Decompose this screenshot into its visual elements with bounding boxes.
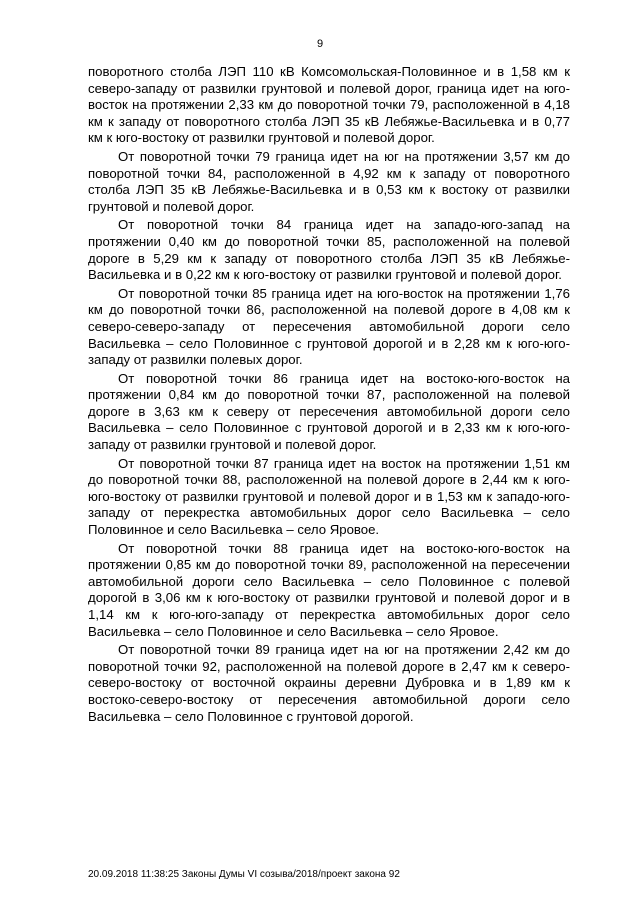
paragraph-7: От поворотной точки 88 граница идет на востоко-юго-восток на протяжении 0,85 км до поворотной точки 89, расположенной на пересечении автомобильной дороги село Васильевка – село Половинное с полевой дорогой в 3,06 км к юго-востоку от развилки грунтовой и полевой дорог и в 1,14 км к юго-юго-западу от перекрестка автомобильных дорог село Васильевка – село Половинное и село Васильевка – село Яровое. bbox=[88, 540, 570, 639]
paragraph-8: От поворотной точки 89 граница идет на юг на протяжении 2,42 км до поворотной точки 92, расположенной на полевой дороге в 2,47 км к северо-северо-востоку от восточной окраины деревни Дубровка и в 1,89 км к востоко-северо-востоку от пересечения автомобильной дороги село Васильевка – село Половинное с грунтовой дорогой. bbox=[88, 642, 570, 724]
paragraph-5: От поворотной точки 86 граница идет на востоко-юго-восток на протяжении 0,84 км до поворотной точки 87, расположенной на полевой дороге в 3,63 км к северу от пересечения автомобильной дороги село Васильевка – село Половинное с грунтовой дорогой и в 2,33 км к юго-юго-западу от развилки грунтовой и полевой дорог. bbox=[88, 370, 570, 453]
paragraph-3: От поворотной точки 84 граница идет на западо-юго-запад на протяжении 0,40 км до поворотной точки 85, расположенной на полевой дороге в 5,29 км к западу от поворотного столба ЛЭП 35 кВ Лебяжье-Васильевка и в 0,22 км к юго-востоку от развилки грунтовой и полевой дорог. bbox=[88, 217, 570, 283]
paragraph-1: поворотного столба ЛЭП 110 кВ Комсомольская-Половинное и в 1,58 км к северо-западу от развилки грунтовой и полевой дорог, граница идет на юго-восток на протяжении 2,33 км до поворотной точки 79, расположенной в 4,18 км к западу от поворотного столба ЛЭП 35 кВ Лебяжье-Васильевка и в 0,77 км к юго-востоку от развилки грунтовой и полевой дорог. bbox=[88, 64, 570, 146]
paragraph-6: От поворотной точки 87 граница идет на восток на протяжении 1,51 км до поворотной точки 88, расположенной на полевой дороге в 2,44 км к юго-юго-востоку от развилки грунтовой и полевой дорог и в 1,53 км к западо-юго-западу от перекрестка автомобильных дорог село Васильевка – село Половинное и село Васильевка – село Яровое. bbox=[88, 455, 570, 538]
document-footer: 20.09.2018 11:38:25 Законы Думы VI созыва/2018/проект закона 92 bbox=[88, 869, 400, 880]
document-body bbox=[88, 64, 570, 727]
paragraph-4: От поворотной точки 85 граница идет на юго-восток на протяжении 1,76 км до поворотной точки 86, расположенной на полевой дороге в 4,08 км к северо-северо-западу от пересечения автомобильной дороги село Васильевка – село Половинное с грунтовой дорогой и в 2,28 км к юго-юго-западу от развилки полевых дорог. bbox=[88, 285, 570, 368]
page-number: 9 bbox=[316, 38, 324, 50]
paragraph-2: От поворотной точки 79 граница идет на юг на протяжении 3,57 км до поворотной точки 84, расположенной в 4,92 км к западу от поворотного столба ЛЭП 35 кВ Лебяжье-Васильевка и в 0,53 км к востоку от развилки грунтовой и полевой дорог. bbox=[88, 148, 570, 214]
